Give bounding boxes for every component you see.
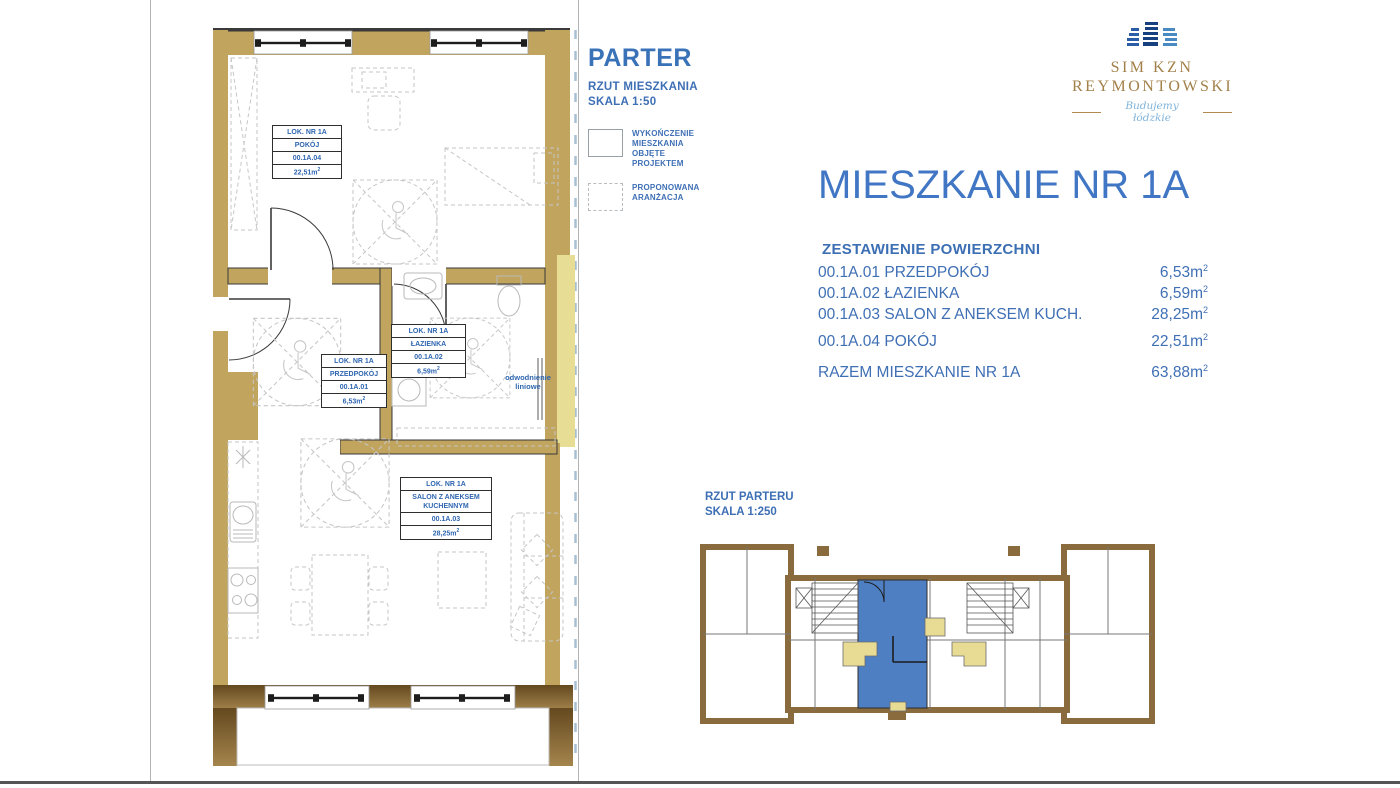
drain-note: odwodnienie liniowe [505,373,551,391]
overview-top-tab-left [817,546,829,556]
main-plan [211,28,576,766]
overview-plan [703,546,1152,721]
area-row [818,262,1208,283]
room-label-lazienka [391,324,466,378]
room-name: PRZEDPOKÓJ [322,368,386,381]
room-code: 00.1A.03 [401,513,491,526]
drawing-type-label: RZUT MIESZKANIA [588,81,698,93]
overview-heading-block [705,490,794,520]
area-value: $6,59m^2$ [1159,283,1208,302]
room-name: ŁAZIENKA [392,338,465,351]
room-label-przedpokoj [321,354,387,408]
areas-table [818,262,1208,383]
room-unit: LOK. NR 1A [401,478,491,491]
walls-group [213,28,575,766]
area-value: $22,51m^2$ [1151,331,1208,350]
room-label-pokoj [272,125,342,179]
area-total-row [818,362,1208,383]
room-name: POKÓJ [273,139,341,152]
room-label-salon [400,477,492,540]
room-unit: LOK. NR 1A [273,126,341,139]
apartment-title: MIESZKANIE NR 1A [818,163,1190,207]
legend-dashed-swatch [588,183,623,211]
wheelchair-turning-circle-pokoj [353,180,437,264]
room-area: $28,25m^2$ [432,527,460,537]
room-code: 00.1A.02 [392,351,465,364]
tagline-rule-right [1203,112,1232,113]
company-logo [1072,16,1232,124]
buildings-icon [1125,16,1179,56]
areas-heading: ZESTAWIENIE POWIERZCHNI [822,241,1041,258]
logo-tagline-row [1072,100,1232,124]
area-row [818,283,1208,304]
overview-scale: SKALA 1:250 [705,506,777,518]
room-code: 00.1A.04 [273,152,341,165]
logo-tagline: Budujemy łódzkie [1125,100,1179,124]
legend-solid-swatch [588,129,623,157]
area-label: 00.1A.01 PRZEDPOKÓJ [818,264,990,281]
drawing-scale-label: SKALA 1:50 [588,96,657,108]
area-value: $28,25m^2$ [1151,304,1208,323]
overview-top-tab-right [1008,546,1020,556]
drawing-type-block [588,80,698,110]
room-unit: LOK. NR 1A [392,325,465,338]
room-code: 00.1A.01 [322,381,386,394]
area-row [818,331,1208,352]
area-total-label: RAZEM MIESZKANIE NR 1A [818,364,1021,381]
legend-dashed-label: PROPONOWANA ARANŻACJA [632,183,700,202]
legend-item-finished [588,129,718,169]
logo-name-line1: SIM KZN [1110,59,1194,76]
room-area: $22,51m^2$ [293,166,321,176]
tagline-rule-left [1072,112,1101,113]
area-label: 00.1A.03 SALON Z ANEKSEM KUCH. [818,306,1083,323]
room-unit: LOK. NR 1A [322,355,386,368]
area-label: 00.1A.02 ŁAZIENKA [818,285,960,302]
floor-heading: PARTER [588,44,692,72]
furniture-salon [228,428,563,641]
logo-name-line2: REYMONTOWSKI [1072,78,1234,95]
legend-solid-label: WYKOŃCZENIE MIESZKANIA OBJĘTE PROJEKTEM [632,129,695,168]
area-total-value: $63,88m^2$ [1151,362,1208,381]
room-area: $6,53m^2$ [342,395,366,405]
room-name: SALON Z ANEKSEM KUCHENNYM [401,491,491,513]
legend [588,129,718,225]
legend-item-proposed [588,183,718,211]
area-row [818,304,1208,325]
room-area: $6,59m^2$ [417,365,440,375]
area-label: 00.1A.04 POKÓJ [818,333,937,350]
area-value: $6,53m^2$ [1159,262,1208,281]
overview-heading: RZUT PARTERU [705,491,794,503]
